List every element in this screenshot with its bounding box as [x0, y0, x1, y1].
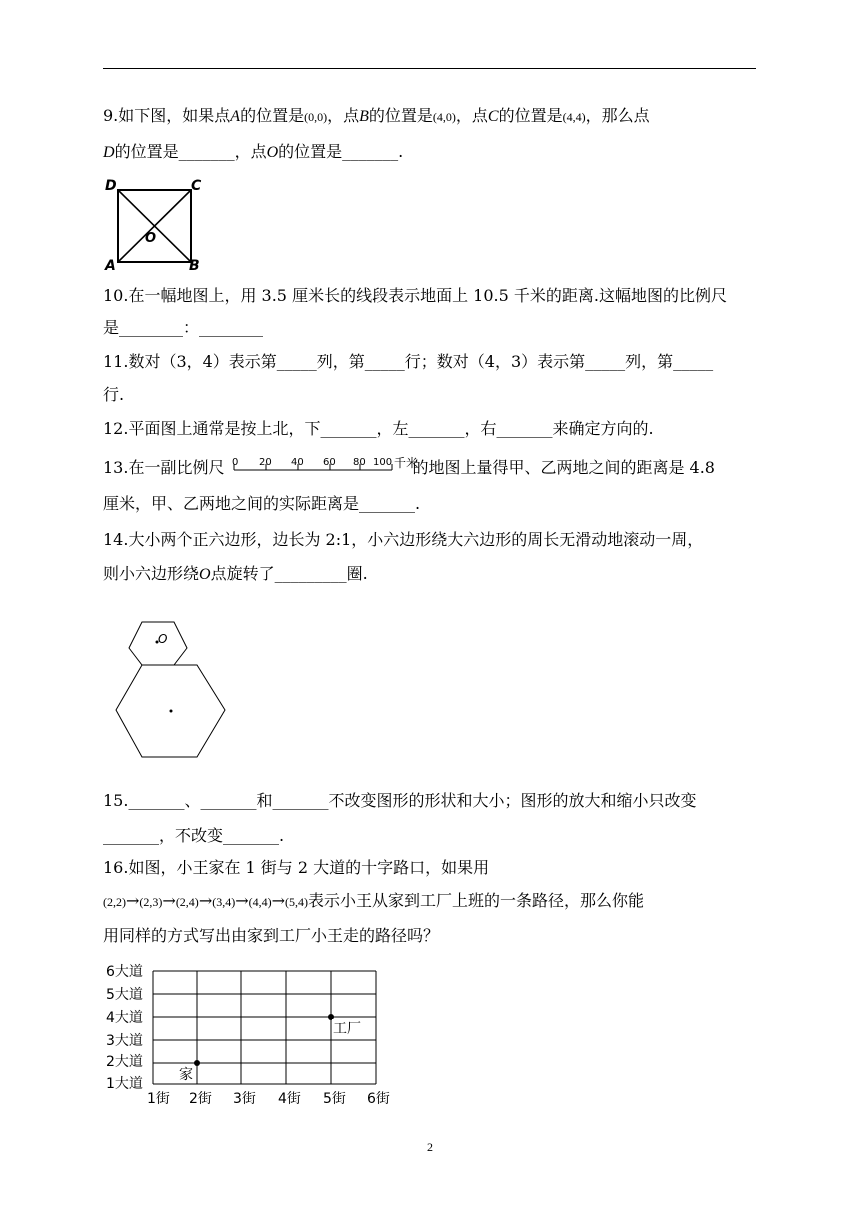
- avenue-label-6: 6大道: [106, 964, 143, 980]
- street-label-3: 3街: [233, 1091, 256, 1107]
- page-number: 2: [427, 1140, 433, 1154]
- q11-line1: 11.数对（3，4）表示第_____列，第_____行；数对（4，3）表示第_____列，第_____: [103, 352, 714, 371]
- street-label-2: 2街: [189, 1091, 212, 1107]
- q12-line1: 12.平面图上通常是按上北，下_______，左_______，右_______来确定方向的.: [103, 419, 654, 438]
- q15-line2: _______，不改变_______.: [103, 826, 285, 845]
- factory-label: 工厂: [333, 1021, 361, 1037]
- avenue-label-5: 5大道: [106, 987, 143, 1003]
- label-B: B: [189, 258, 200, 272]
- avenue-label-4: 4大道: [106, 1010, 143, 1026]
- scale-tick-100: 100: [373, 457, 393, 468]
- q13-line1: 13.在一副比例尺 的地图上量得甲、乙两地之间的距离是 4.8: [103, 458, 715, 477]
- avenue-label-2: 2大道: [106, 1054, 143, 1070]
- q9-line2: D的位置是_______，点O的位置是_______.: [103, 142, 404, 161]
- street-grid-figure: [103, 958, 403, 1108]
- q14-line1: 14.大小两个正六边形，边长为 2:1，小六边形绕大六边形的周长无滑动地滚动一周，: [103, 530, 704, 549]
- home-label: 家: [179, 1067, 193, 1083]
- scale-tick-20: 20: [259, 457, 272, 468]
- label-A: A: [105, 258, 116, 272]
- street-label-6: 6街: [367, 1091, 390, 1107]
- square-figure: [103, 176, 213, 272]
- avenue-label-3: 3大道: [106, 1033, 143, 1049]
- q13-line2: 厘米，甲、乙两地之间的实际距离是_______.: [103, 494, 421, 513]
- hexagon-figure: [110, 612, 235, 762]
- q10-line2: 是________：________: [103, 318, 264, 337]
- q14-line2: 则小六边形绕O点旋转了_________圈.: [103, 564, 368, 583]
- scale-unit: 千米: [394, 456, 418, 470]
- label-D: D: [105, 178, 117, 194]
- street-label-4: 4街: [278, 1091, 301, 1107]
- q11-line2: 行.: [103, 385, 125, 404]
- scale-bar: [226, 452, 418, 478]
- label-C: C: [191, 178, 202, 194]
- q16-line2: (2,2)→(2,3)→(2,4)→(3,4)→(4,4)→(5,4)表示小王从家到工厂上班的一条路径，那么你能: [103, 891, 645, 910]
- scale-tick-60: 60: [323, 457, 336, 468]
- street-label-1: 1街: [147, 1091, 170, 1107]
- hex-label-O: O: [158, 632, 168, 646]
- scale-tick-0: 0: [232, 457, 239, 468]
- q10-line1: 10.在一幅地图上，用 3.5 厘米长的线段表示地面上 10.5 千米的距离.这幅地图的比例尺: [103, 286, 727, 305]
- q16-line3: 用同样的方式写出由家到工厂小王走的路径吗？: [103, 926, 440, 945]
- scale-tick-80: 80: [353, 457, 366, 468]
- scale-tick-40: 40: [291, 457, 304, 468]
- avenue-label-1: 1大道: [106, 1076, 143, 1092]
- q9-line1: 9.如下图，如果点A的位置是(0,0)，点B的位置是(4,0)，点C的位置是(4,4)，那么点: [103, 106, 650, 125]
- q15-line1: 15._______、_______和_______不改变图形的形状和大小；图形的放大和缩小只改变: [103, 791, 697, 810]
- street-label-5: 5街: [323, 1091, 346, 1107]
- q16-line1: 16.如图，小王家在 1 街与 2 大道的十字路口，如果用: [103, 858, 490, 877]
- header-rule: [103, 68, 756, 69]
- label-O: O: [145, 231, 157, 246]
